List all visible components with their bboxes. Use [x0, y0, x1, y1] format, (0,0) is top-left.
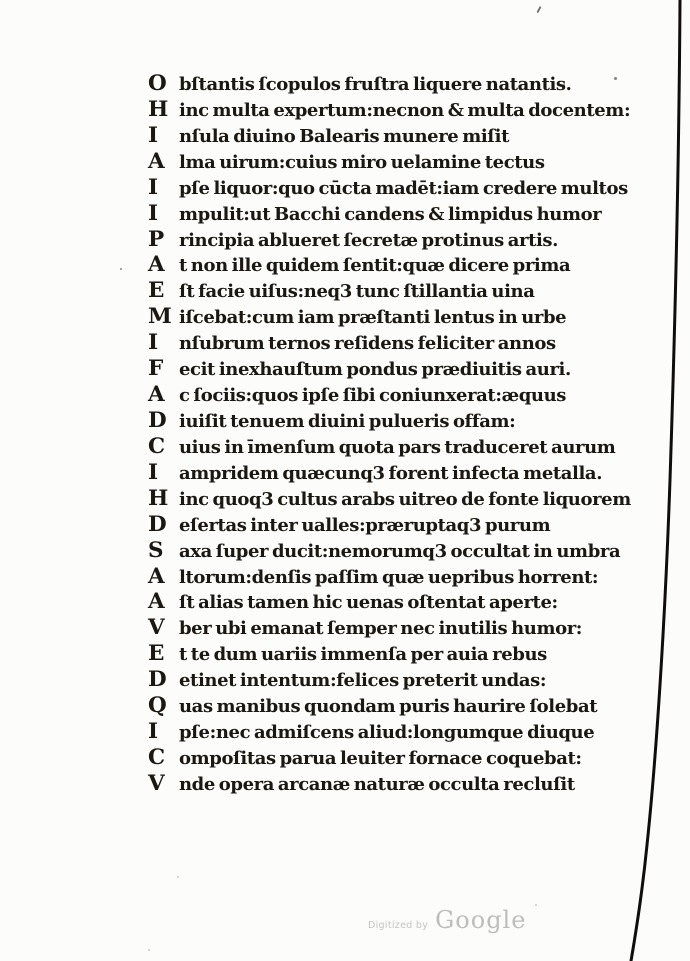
verse-line: [148, 745, 668, 771]
verse-initial: I: [148, 719, 159, 745]
verse-initial: D: [148, 667, 167, 693]
verse-text: t non ille quidem ſentit:quæ dicere prima: [179, 255, 571, 277]
verse-text: c ſociis:quos ipſe ſibi coniunxerat:æquus: [179, 385, 567, 407]
verse-text: nſubrum ternos reſidens feliciter annos: [179, 333, 556, 355]
verse-line: [148, 227, 668, 253]
verse-initial: I: [148, 330, 159, 356]
verse-initial: H: [148, 485, 169, 511]
verse-line: [148, 201, 668, 227]
verse-text: inc quoq3 cultus arabs uitreo de fonte liquorem: [179, 488, 631, 510]
verse-line: [148, 719, 668, 745]
verse-initial: F: [148, 356, 164, 382]
verse-line: [148, 460, 668, 486]
verse-text: ecit inexhauſtum pondus prædiuitis auri.: [179, 359, 571, 381]
verse-line: [148, 512, 668, 538]
verse-initial: P: [148, 226, 165, 252]
verse-initial: A: [148, 148, 165, 174]
verse-line: [148, 771, 668, 797]
verse-initial: V: [148, 770, 165, 796]
verse-text: etinet intentum:felices preterit undas:: [179, 670, 547, 692]
verse-initial: I: [148, 459, 159, 485]
verse-initial: I: [148, 200, 159, 226]
verse-initial: S: [148, 537, 164, 563]
verse-initial: O: [148, 71, 167, 96]
verse-initial: D: [148, 407, 167, 433]
verse-text: nde opera arcanæ naturæ occulta recluſit: [179, 773, 575, 795]
verse-text: uas manibus quondam puris haurire ſolebat: [179, 696, 598, 718]
verse-line: [148, 356, 668, 382]
verse-line: [148, 123, 668, 149]
verse-initial: A: [148, 382, 165, 408]
verse-text: mpulit:ut Bacchi candens & limpidus humor: [179, 203, 602, 225]
verse-initial: I: [148, 174, 159, 200]
verse-line: [148, 149, 668, 175]
verse-initial: C: [148, 433, 166, 459]
verse-initial: Q: [148, 693, 167, 719]
verse-text: pſe liquor:quo cūcta madēt:iam credere multos: [179, 177, 628, 199]
verse-initial: E: [148, 641, 165, 667]
verse-initial: A: [148, 252, 165, 278]
verse-initial: C: [148, 744, 166, 770]
digitized-by-label: Digitized by: [368, 920, 429, 931]
verse-text: iſcebat:cum iam præſtanti lentus in urbe: [179, 307, 567, 329]
google-watermark: [368, 906, 526, 934]
verse-line: [148, 589, 668, 615]
verse-text: eſertas inter ualles:præruptaq3 purum: [179, 514, 551, 536]
verse-line: [148, 564, 668, 590]
verse-initial: I: [148, 122, 159, 148]
verse-line: [148, 641, 668, 667]
scan-speck: [536, 6, 541, 13]
verse-line: [148, 382, 668, 408]
verse-initial: V: [148, 615, 165, 641]
verse-line: [148, 434, 668, 460]
scan-speck: [535, 904, 537, 906]
verse-line: [148, 615, 668, 641]
verse-line: [148, 486, 668, 512]
verse-initial: A: [148, 589, 165, 615]
verse-text: ompoſitas parua leuiter fornace coquebat:: [179, 747, 582, 769]
scan-speck: [148, 949, 150, 951]
verse-line: [148, 278, 668, 304]
verse-text: ampridem quæcunq3 forent infecta metalla.: [179, 462, 603, 484]
verse-text: bſtantis ſcopulos fruſtra liquere natantis.: [179, 74, 572, 95]
scan-speck: [120, 268, 122, 270]
verse-line: [148, 330, 668, 356]
verse-line: [148, 71, 668, 97]
verse-text: ber ubi emanat ſemper nec inutilis humor:: [179, 618, 583, 640]
verse-initial: H: [148, 96, 169, 122]
verse-text: ſt facie uiſus:neq3 tunc ſtillantia uina: [179, 281, 535, 303]
verse-line: [148, 667, 668, 693]
verse-line: [148, 175, 668, 201]
verse-text: rincipia ablueret ſecretæ protinus artis.: [179, 229, 559, 251]
verse-text: axa ſuper ducit:nemorumq3 occultat in umbra: [179, 540, 621, 562]
verse-line: [148, 304, 668, 330]
verse-line: [148, 693, 668, 719]
verse-initial: D: [148, 511, 167, 537]
verse-text: t te dum uariis immenſa per auia rebus: [179, 644, 547, 666]
verse-line: [148, 538, 668, 564]
verse-initial: A: [148, 563, 165, 589]
verse-line: [148, 408, 668, 434]
verse-text: uius in īmenſum quota pars traduceret aurum: [179, 436, 616, 458]
verse-text: lma uirum:cuius miro uelamine tectus: [179, 151, 545, 173]
verse-text: ltorum:denſis paſſim quæ uepribus horrent:: [179, 566, 599, 588]
verse-initial: M: [148, 304, 172, 330]
verse-text: iuiſit tenuem diuini pulueris offam:: [179, 410, 516, 432]
verse-text: inc multa expertum:necnon & multa docentem:: [179, 99, 631, 121]
verse-block: [148, 71, 668, 797]
verse-line: [148, 97, 668, 123]
scan-speck: [177, 876, 179, 878]
verse-text: ſt alias tamen hic uenas oſtentat aperte:: [179, 592, 558, 614]
verse-text: nſula diuino Balearis munere miſit: [179, 125, 509, 147]
verse-text: pſe:nec admiſcens aliud:longumque diuque: [179, 722, 595, 744]
verse-initial: E: [148, 278, 165, 304]
verse-line: [148, 252, 668, 278]
google-logo: Google: [435, 906, 527, 934]
